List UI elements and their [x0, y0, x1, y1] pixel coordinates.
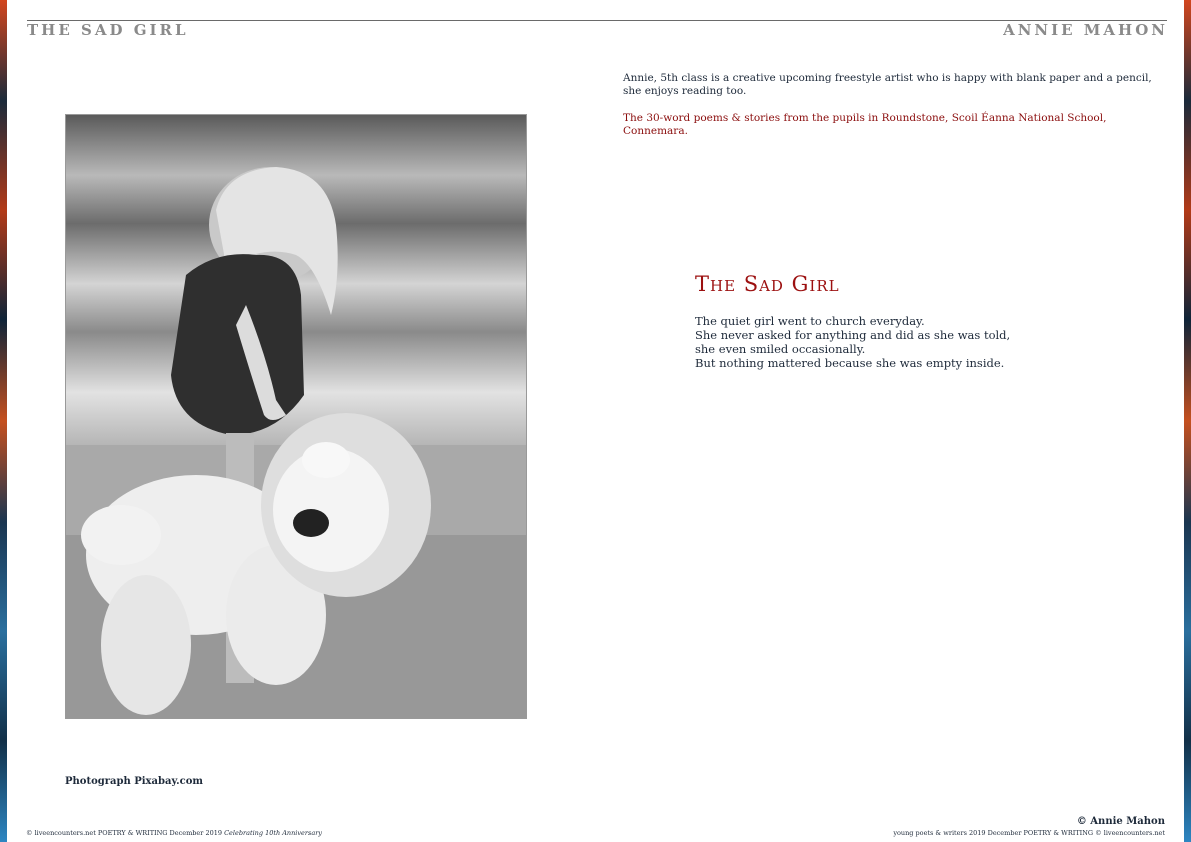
- girl-with-teddy-illustration: [66, 115, 526, 718]
- header-title: THE SAD GIRL: [27, 21, 189, 39]
- header-rule: [27, 20, 1167, 21]
- program-note: The 30-word poems & stories from the pupils in Roundstone, Scoil Éanna National School, Connemara.: [623, 112, 1107, 137]
- footer-left-italic: Celebrating 10th Anniversary: [224, 829, 322, 837]
- footer-right: young poets & writers 2019 December POETRY & WRITING © liveencounters.net: [893, 829, 1165, 837]
- poem-line: she even smiled occasionally.: [695, 342, 866, 356]
- copyright-author: © Annie Mahon: [1076, 816, 1165, 827]
- poem-line: But nothing mattered because she was empty inside.: [695, 356, 1005, 370]
- poem-line: She never asked for anything and did as she was told,: [695, 328, 1011, 342]
- poem-body: [695, 314, 1010, 370]
- footer-left: [26, 829, 322, 837]
- photograph: [65, 114, 527, 719]
- poem-line: The quiet girl went to church everyday.: [695, 314, 925, 328]
- photo-caption: Photograph Pixabay.com: [65, 776, 203, 787]
- header-author: ANNIE MAHON: [1003, 21, 1168, 39]
- page: [7, 0, 1184, 842]
- footer-left-text: © liveencounters.net POETRY & WRITING December 2019: [26, 829, 222, 837]
- right-decorative-border: [1183, 0, 1191, 842]
- author-bio: Annie, 5th class is a creative upcoming freestyle artist who is happy with blank paper and a pencil, she enjoys reading too.: [623, 72, 1152, 97]
- poem-title: The Sad Girl: [695, 272, 840, 296]
